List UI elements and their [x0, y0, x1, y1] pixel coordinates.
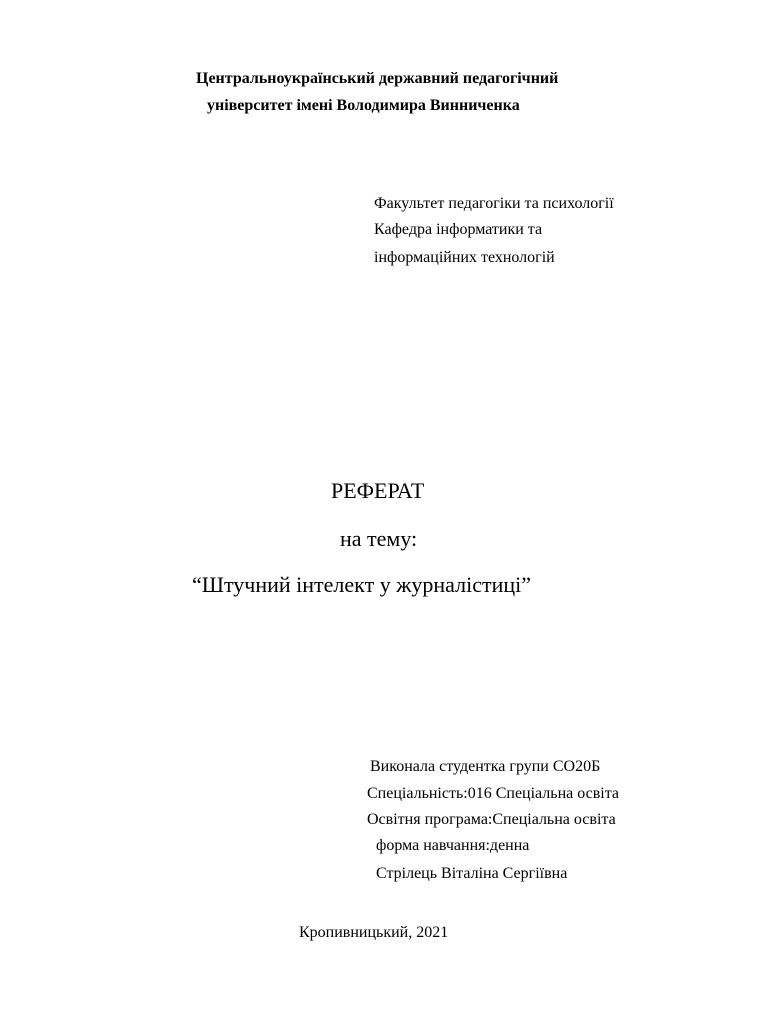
specialty-line: Спеціальність:016 Спеціальна освіта: [367, 785, 620, 802]
document-type: РЕФЕРАТ: [331, 478, 425, 503]
university-name-line-2: університет імені Володимира Винниченка: [207, 97, 520, 114]
author-group-line: Виконала студентка групи СО20Б: [370, 758, 601, 775]
author-name: Стрілець Віталіна Сергіївна: [376, 865, 568, 882]
study-form-line: форма навчання:денна: [376, 837, 530, 854]
program-line: Освітня програма:Спеціальна освіта: [367, 811, 616, 828]
subject-label: на тему:: [340, 526, 418, 551]
topic-title: “Штучний інтелект у журналістиці”: [192, 572, 532, 597]
university-name-line-1: Центральноукраїнський державний педагогічний: [196, 70, 559, 87]
city-year: Кропивницький, 2021: [299, 924, 449, 941]
chair-name-line-1: Кафедра інформатики та: [374, 221, 543, 238]
chair-name-line-2: інформаційних технологій: [374, 249, 555, 266]
faculty-name: Факультет педагогіки та психології: [374, 195, 614, 212]
